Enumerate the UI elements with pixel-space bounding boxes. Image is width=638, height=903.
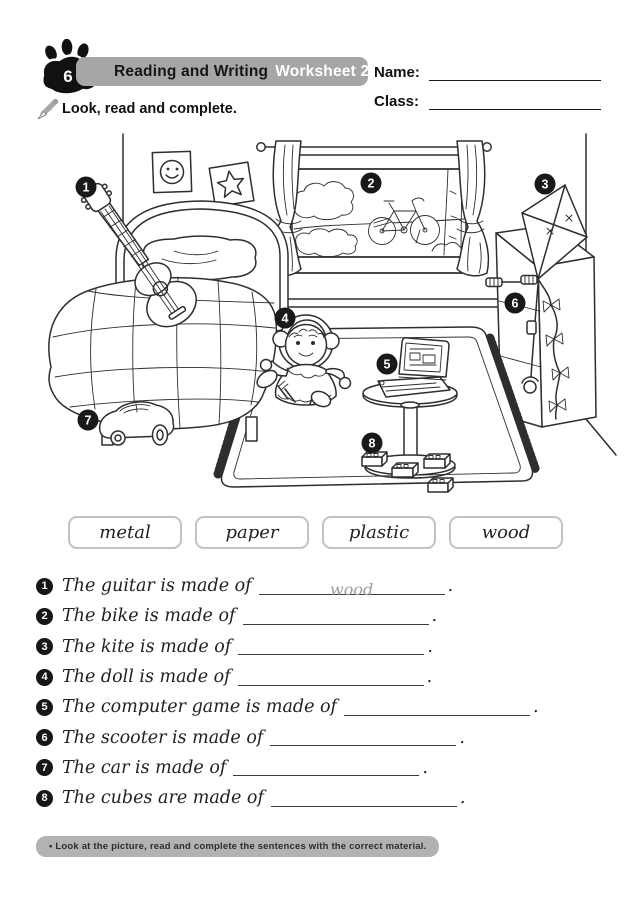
sentence-row <box>36 722 539 752</box>
answer-blank[interactable] <box>243 608 429 625</box>
pencil-icon <box>34 98 60 124</box>
answer-blank[interactable] <box>238 638 424 655</box>
title-bar <box>76 57 368 86</box>
student-id-block <box>374 59 604 117</box>
scene-label-guitar <box>76 177 97 198</box>
svg-text:5: 5 <box>383 357 391 372</box>
answer-text: wood <box>330 579 374 599</box>
sentence-number: 6 <box>36 729 53 746</box>
window <box>257 141 491 276</box>
sentence-text: The cubes are made of <box>62 788 264 809</box>
svg-text:1: 1 <box>82 180 90 195</box>
footer-note: • Look at the picture, read and complete the sentences with the correct material. <box>36 836 439 857</box>
scene-label-cubes <box>362 433 383 454</box>
sentence-period: . <box>459 788 466 809</box>
class-label: Class: <box>374 93 420 110</box>
svg-text:2: 2 <box>367 176 375 191</box>
sentence-row <box>36 783 539 813</box>
svg-text:6: 6 <box>511 296 519 311</box>
instruction-text: Look, read and complete. <box>62 101 237 117</box>
word-chip-wood[interactable]: wood <box>449 516 563 549</box>
sentence-number: 1 <box>36 578 53 595</box>
page-subtitle: Worksheet 2 <box>275 62 370 80</box>
sentence-text: The computer game is made of <box>62 697 338 718</box>
bedroom-scene <box>38 131 620 509</box>
answer-blank[interactable] <box>259 578 445 599</box>
svg-text:8: 8 <box>368 436 376 451</box>
sentence-period: . <box>459 727 465 748</box>
sentence-period: . <box>533 697 539 718</box>
scene-label-doll <box>275 308 296 329</box>
smiley-picture <box>152 151 191 192</box>
sentence-row <box>36 632 539 662</box>
sentence-row <box>36 662 539 692</box>
sentence-text: The guitar is made of <box>62 576 252 597</box>
scene-label-kite <box>535 174 556 195</box>
svg-text:4: 4 <box>281 311 289 326</box>
name-field[interactable] <box>429 66 601 81</box>
sentence-row <box>36 601 539 631</box>
sentence-text: The doll is made of <box>62 667 231 688</box>
page-title: Reading and Writing <box>114 62 269 80</box>
sentence-text: The scooter is made of <box>62 727 264 748</box>
scene-label-computer-game <box>377 354 398 375</box>
answer-blank[interactable] <box>344 699 530 716</box>
sentence-period: . <box>426 667 433 688</box>
word-bank <box>68 516 563 549</box>
scene-label-car <box>78 410 99 431</box>
sentence-period: . <box>447 576 454 597</box>
sentence-number: 3 <box>36 638 53 655</box>
sentence-number: 5 <box>36 699 53 716</box>
name-label: Name: <box>374 64 420 81</box>
sentence-row <box>36 753 539 783</box>
scene-label-bike <box>361 173 382 194</box>
word-chip-paper[interactable]: paper <box>195 516 309 549</box>
sentence-row <box>36 692 539 722</box>
sentence-text: The car is made of <box>62 757 227 778</box>
answer-blank[interactable] <box>233 759 419 776</box>
word-chip-plastic[interactable]: plastic <box>322 516 436 549</box>
answer-blank[interactable] <box>271 790 457 807</box>
word-chip-metal[interactable]: metal <box>68 516 182 549</box>
sentence-text: The kite is made of <box>62 636 232 657</box>
sentence-number: 7 <box>36 759 53 776</box>
sentence-row <box>36 571 539 601</box>
star-picture <box>209 162 254 207</box>
sentence-number: 4 <box>36 669 53 686</box>
answer-blank[interactable] <box>238 669 424 686</box>
sentence-period: . <box>422 757 428 778</box>
unit-number: 6 <box>63 67 73 86</box>
svg-text:3: 3 <box>541 177 549 192</box>
sentence-period: . <box>431 606 438 627</box>
svg-text:7: 7 <box>84 413 92 428</box>
sentence-list <box>36 571 539 813</box>
sentence-text: The bike is made of <box>62 606 236 627</box>
sentence-period: . <box>427 636 433 657</box>
answer-blank[interactable] <box>270 729 456 746</box>
class-field[interactable] <box>429 95 601 110</box>
sentence-number: 2 <box>36 608 53 625</box>
sentence-number: 8 <box>36 790 53 807</box>
scene-label-scooter <box>505 293 526 314</box>
